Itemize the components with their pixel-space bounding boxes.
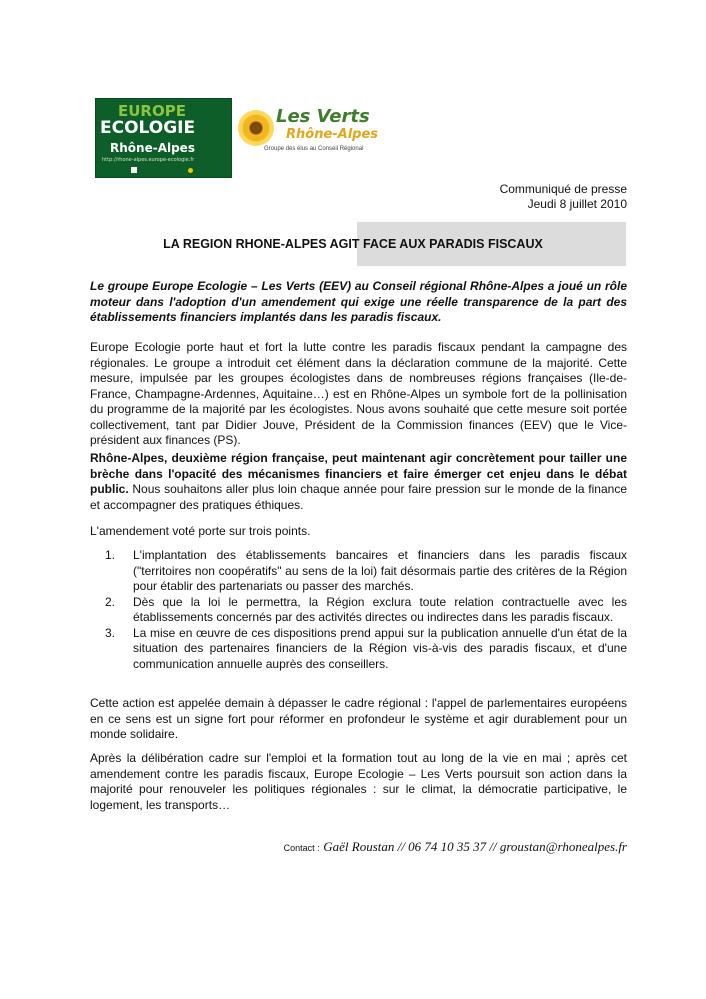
europe-ecologie-logo bbox=[95, 98, 232, 178]
list-item-text: Dès que la loi le permettra, la Région exclura toute relation contractuelle avec les établissements concernés par des activités directes ou indirectes dans les paradis fiscaux. bbox=[133, 594, 627, 624]
list-item-number: 3. bbox=[105, 625, 116, 640]
verts-line-2: Rhône-Alpes bbox=[286, 127, 379, 142]
list-item bbox=[90, 548, 627, 595]
paragraph-5: Après la délibération cadre sur l'emploi et la formation tout au long de la vie en mai ; après cet amendement contre les paradis fiscaux, Europe Ecologie – Les Verts poursuit son action dans la majorité pour renouveler les politiques régionales : sur le climat, la démocratie participative, le logement, les transports… bbox=[90, 751, 627, 812]
intro-paragraph: Le groupe Europe Ecologie – Les Verts (EEV) au Conseil régional Rhône-Alpes a joué un rôle moteur dans l'adoption d'un amendement qui exige une réelle transparence de la part des établissements financiers implantés dans les paradis fiscaux. bbox=[90, 279, 627, 324]
list-item-text: La mise en œuvre de ces dispositions prend appui sur la publication annuelle d'un état de la situation des partenaires financiers de la Région vis-à-vis des paradis fiscaux, et d'une communication annuelle auprès des conseillers. bbox=[133, 625, 627, 671]
logo-url: http://rhone-alpes.europe-ecologie.fr bbox=[102, 157, 195, 163]
logo-line-3: Rhône-Alpes bbox=[110, 141, 195, 155]
list-item bbox=[90, 595, 627, 626]
logo-line-2: ECOLOGIE bbox=[100, 118, 196, 138]
contact-line bbox=[284, 839, 627, 855]
press-header bbox=[500, 182, 627, 212]
document-date: Jeudi 8 juillet 2010 bbox=[527, 197, 627, 211]
paragraph-2-normal: Nous souhaitons aller plus loin chaque année pour faire pression sur le monde de la finance et accompagner des pratiques éthiques. bbox=[90, 482, 627, 512]
document-type: Communiqué de presse bbox=[499, 182, 627, 196]
list-item-number: 2. bbox=[105, 594, 116, 609]
document-title: LA REGION RHONE-ALPES AGIT FACE AUX PARADIS FISCAUX bbox=[163, 237, 543, 251]
contact-label: Contact : bbox=[283, 843, 320, 853]
logo-line-1: EUROPE bbox=[118, 102, 186, 120]
list-item-number: 1. bbox=[105, 548, 116, 562]
paragraph-3: L'amendement voté porte sur trois points. bbox=[90, 524, 311, 538]
paragraph-2 bbox=[90, 451, 627, 513]
paragraph-2-bold: Rhône-Alpes, deuxième région française, peut maintenant agir concrètement pour tailler une brèche dans l'opacité des mécanismes financiers et faire émerger cet enjeu dans le débat public. bbox=[90, 451, 627, 496]
list-item-text: L'implantation des établissements bancaires et financiers dans les paradis fiscaux ("territoires non coopératifs" au sens de la loi) fait désormais partie des critères de la Région pour établir des partenariats ou passer des marchés. bbox=[133, 548, 627, 593]
list-item bbox=[90, 626, 627, 673]
logo-dot-icon bbox=[188, 168, 193, 173]
points-list bbox=[90, 548, 627, 672]
verts-line-1: Les Verts bbox=[276, 106, 370, 127]
sunflower-icon bbox=[238, 110, 274, 146]
contact-details[interactable]: Gaël Roustan // 06 74 10 35 37 // groustan@rhonealpes.fr bbox=[323, 839, 627, 854]
paragraph-1: Europe Ecologie porte haut et fort la lutte contre les paradis fiscaux pendant la campagne des régionales. Le groupe a introduit cet élément dans la déclaration commune de la majorité. Cette mesure, impulsée par les groupes écologistes dans de nombreuses régions françaises (Ile-de-France, Champagne-Ardennes, Aquitaine…) est en Rhône-Alpes un symbole fort de la pollinisation du programme de la majorité par les écologistes. Nous avons souhaité que cette mesure soit portée collectivement, tant par Didier Jouve, Président de la Commission finances (EEV) que le Vice-président aux finances (PS). bbox=[90, 340, 627, 447]
les-verts-logo bbox=[236, 108, 386, 158]
logo-square-icon bbox=[131, 167, 137, 173]
paragraph-4: Cette action est appelée demain à dépasser le cadre régional : l'appel de parlementaires européens en ce sens est un signe fort pour réformer en profondeur le système et agir durablement pour un monde solidaire. bbox=[90, 696, 627, 741]
verts-line-3: Groupe des élus au Conseil Régional bbox=[264, 146, 364, 152]
